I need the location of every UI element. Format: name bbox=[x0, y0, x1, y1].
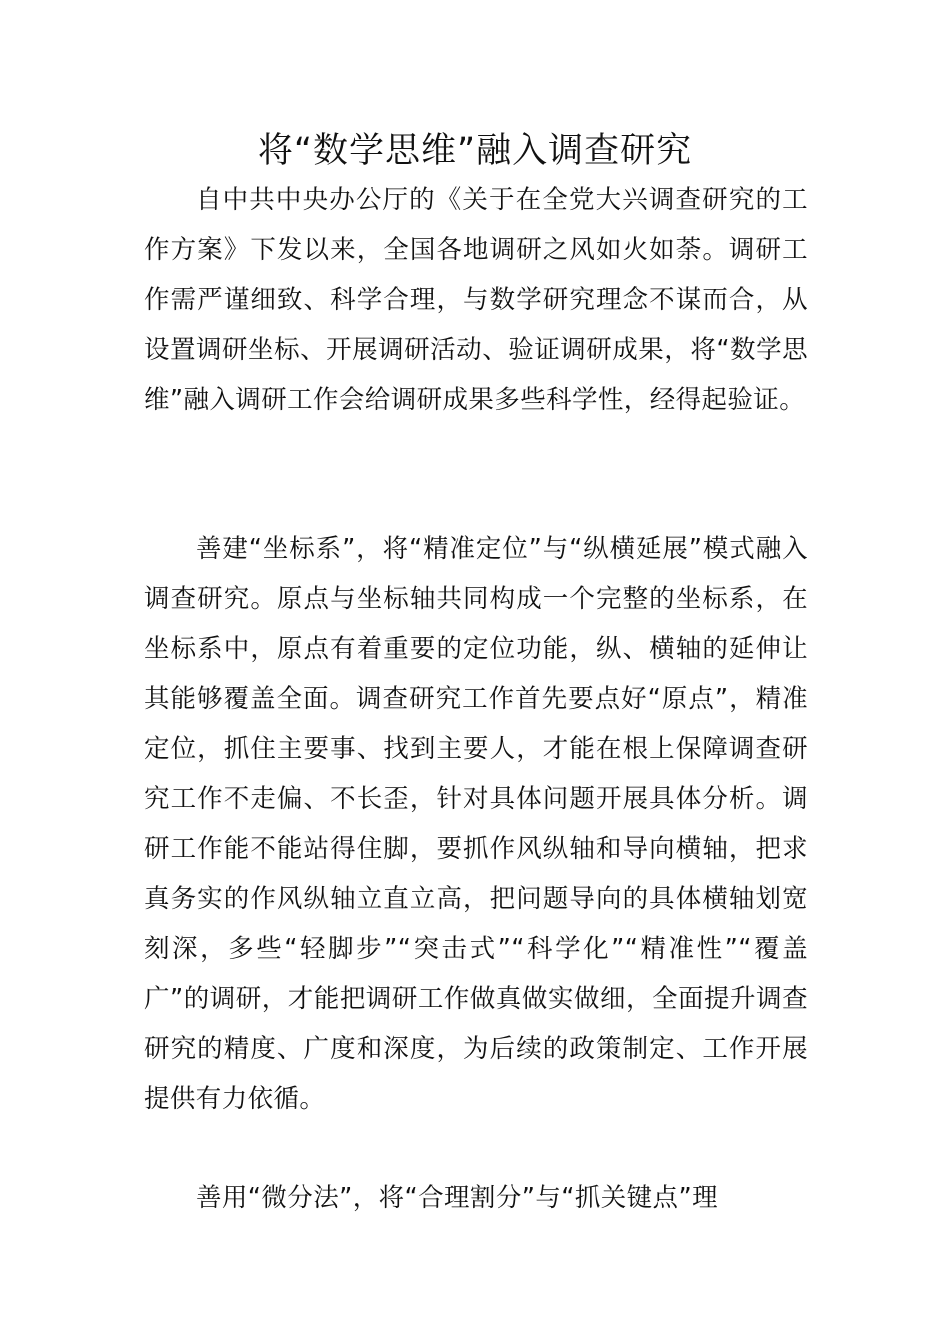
document-title: 将“数学思维”融入调查研究 bbox=[257, 131, 693, 171]
paragraph-differential-method: 善用“微分法”，将“合理割分”与“抓关键点”理 bbox=[196, 1183, 718, 1213]
paragraph-intro: 自中共中央办公厅的《关于在全党大兴调查研究的工作方案》下发以来，全国各地调研之风如火如荼。调研工作需严谨细致、科学合理，与数学研究理念不谋而合，从设置调研坐标、开展调研活动、验证调研成果，将“数学思维”融入调研工作会给调研成果多些科学性，经得起验证。 bbox=[144, 185, 808, 415]
paragraph-coordinate-system: 善建“坐标系”，将“精准定位”与“纵横延展”模式融入调查研究。原点与坐标轴共同构成一个完整的坐标系，在坐标系中，原点有着重要的定位功能，纵、横轴的延伸让其能够覆盖全面。调查研究工作首先要点好“原点”，精准定位，抓住主要事、找到主要人，才能在根上保障调查研究工作不走偏、不长歪，针对具体问题开展具体分析。调研工作能不能站得住脚，要抓作风纵轴和导向横轴，把求真务实的作风纵轴立直立高，把问题导向的具体横轴划宽刻深，多些“轻脚步”“突击式”“科学化”“精准性”“覆盖广”的调研，才能把调研工作做真做实做细，全面提升调查研究的精度、广度和深度，为后续的政策制定、工作开展提供有力依循。 bbox=[144, 534, 808, 1114]
